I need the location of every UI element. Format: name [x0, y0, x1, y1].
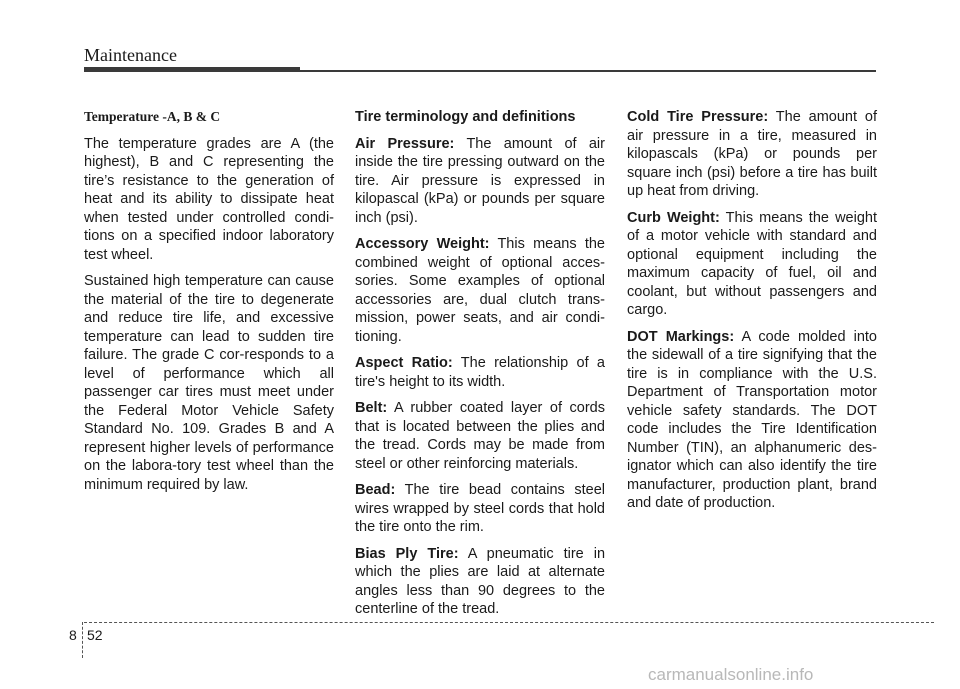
term-label: Curb Weight: [627, 209, 720, 226]
column-1 [84, 108, 334, 502]
terminology-title: Tire terminology and definitions [355, 109, 576, 125]
definition-bias-ply-tire [355, 545, 605, 619]
page-number-separator [82, 622, 83, 658]
term-text: A rubber coated layer of cords that is located between the plies and the tread. Cords may be made from steel or other reinforcing materials. [355, 400, 605, 472]
definition-dot-markings [627, 328, 877, 513]
term-label: Bead: [355, 482, 396, 498]
definition-accessory-weight [355, 235, 605, 346]
footer-divider [84, 622, 934, 623]
term-text: A code molded into the sidewall of a tire signifying that the tire is in compliance with the U.S. Department of Transportation motor vehicle safety standards. The DOT code includes the Tire Identification Number (TIN), an alphanumeric des-ignator which can also identify the tire manufacturer, production plant, brand and date of production. [627, 328, 877, 511]
term-text: A pneumatic tire in which the plies are laid at alternate angles less than 90 degrees to the centerline of the tread. [355, 545, 606, 617]
term-label: Air Pressure: [355, 135, 455, 152]
term-text: This means the weight of a motor vehicle with standard and optional equipment including the maximum capacity of fuel, oil and coolant, but without passengers and cargo. [627, 209, 877, 318]
definition-curb-weight [627, 209, 877, 320]
temperature-paragraph-1: The temperature grades are A (the highest), B and C representing the tire’s resistance to the generation of heat and its ability to dissipate heat when tested under controlled condi-tions on a specified indoor laboratory test wheel. [84, 135, 334, 263]
header-rule-thin [300, 70, 876, 72]
term-label: Cold Tire Pressure: [627, 109, 769, 125]
term-text: This means the combined weight of optional acces-sories. Some examples of optional accessories are, dual clutch trans-mission, power seats, and air condi-tioning. [355, 236, 605, 345]
definition-air-pressure [355, 135, 605, 228]
chapter-number: 8 [69, 627, 77, 643]
term-text: The amount of air inside the tire pressing outward on the tire. Air pressure is expressed in kilopascal (kPa) or pounds per square inch (psi). [355, 135, 605, 226]
definition-bead [355, 481, 605, 537]
temperature-paragraph-2: Sustained high temperature can cause the material of the tire to degenerate and reduce tire life, and excessive temperature can lead to sudden tire failure. The grade C cor-responds to a level of performance which all passenger car tires must meet under the Federal Motor Vehicle Safety Standard No. 109. Grades B and A represent higher levels of performance on the labora-tory test wheel than the minimum required by law. [84, 273, 334, 493]
definition-cold-tire-pressure [627, 108, 877, 201]
column-3 [627, 108, 877, 521]
term-text: The amount of air pressure in a tire, measured in kilopascals (kPa) or pounds per square inch (psi) before a tire has built up heat from driving. [627, 109, 877, 199]
term-label: DOT Markings: [627, 328, 735, 345]
column-2 [355, 108, 605, 627]
term-label: Aspect Ratio: [355, 355, 453, 371]
header-rule-thick [84, 67, 300, 72]
term-text: The relationship of a tire's height to its width. [355, 355, 605, 390]
term-label: Accessory Weight: [355, 236, 490, 252]
term-label: Belt: [355, 400, 388, 416]
page-number: 52 [87, 627, 103, 643]
temperature-subhead: Temperature -A, B & C [84, 109, 221, 124]
term-text: The tire bead contains steel wires wrapped by steel cords that hold the tire onto the rim. [355, 482, 605, 535]
watermark: carmanualsonline.info [648, 665, 814, 684]
definition-belt [355, 399, 605, 473]
definition-aspect-ratio [355, 354, 605, 391]
term-label: Bias Ply Tire: [355, 545, 459, 562]
section-header: Maintenance [84, 45, 177, 65]
